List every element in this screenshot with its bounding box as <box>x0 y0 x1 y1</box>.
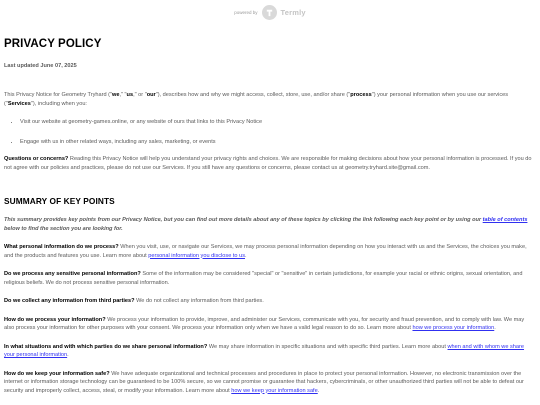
summary-heading: SUMMARY OF KEY POINTS <box>4 196 115 206</box>
key-point-question: How do we process your information? <box>4 316 106 323</box>
summary-intro: This summary provides key points from our Privacy Notice, but you can find out more details about any of these topics by clicking the link following each key point or by using our table of contents below to find the section you are looking for. <box>4 217 528 232</box>
key-point-paragraph: In what situations and with which parties do we share personal information? We may share information in specific situations and with specific third parties. Learn more about when and with whom we share your personal information. <box>4 343 524 358</box>
key-point-answer: We process your information to provide, improve, and administer our Services, communicate with you, for security and fraud prevention, and to comply with law. We may also process your information for other purposes with your consent. We process your information only when we have a valid legal reason to do so. Learn more about <box>4 316 525 331</box>
learn-more-link[interactable]: when and with whom we share your personal information <box>4 343 524 358</box>
key-point-paragraph: What personal information do we process? When you visit, use, or navigate our Services, we may process personal information depending on how you interact with us and the Services, the choices you make, and the products and features you use. Learn more about personal information you disclose to us. <box>4 244 527 259</box>
key-point-paragraph: How do we process your information? We process your information to provide, improve, and administer our Services, communicate with you, for security and fraud prevention, and to comply with law. We may also process your information for other purposes with your consent. We process your information only when we have a valid legal reason to do so. Learn more about how we process your information. <box>4 316 525 331</box>
last-updated-date: Last updated June 07, 2025 <box>4 63 77 69</box>
key-point-answer: We do not collect any information from third parties. <box>134 298 264 304</box>
key-point-paragraph: How do we keep your information safe? We have adequate organizational and technical processes and procedures in place to protect your personal information. However, no electronic transmission over the internet or information storage technology can be guaranteed to be 100% secure, so we cannot promise or guarantee that hackers, cybercriminals, or other unauthorized third parties will not be able to defeat our security and improperly collect, access, steal, or modify your information. Learn more about how we keep your information safe. <box>4 370 524 394</box>
key-point-answer: When you visit, use, or navigate our Services, we may process personal information depending on how you interact with us and the Services, the choices you make, and the products and features you use. Learn more about <box>4 244 527 259</box>
key-point-question: Do we process any sensitive personal information? <box>4 271 141 277</box>
table-of-contents-link[interactable]: table of contents <box>482 217 528 223</box>
termly-brand: Termly <box>280 7 306 17</box>
key-point-question: What personal information do we process? <box>4 244 119 250</box>
list-item: • Visit our website at geometry-games.online, or any website of ours that links to this Privacy Notice <box>20 118 536 127</box>
powered-by-label: powered by <box>234 9 258 15</box>
key-point-question: Do we collect any information from third parties? <box>4 298 135 304</box>
termly-logo-icon <box>262 5 277 20</box>
list-item: • Engage with us in other related ways, including any sales, marketing, or events <box>20 138 536 147</box>
key-point-paragraph <box>4 297 536 306</box>
page-title: PRIVACY POLICY <box>4 38 102 50</box>
termly-header <box>0 0 540 22</box>
key-point-paragraph <box>4 270 536 287</box>
services-bullet-list <box>4 118 536 146</box>
key-point-question: How do we keep your information safe? <box>4 370 110 377</box>
key-points-list <box>4 243 536 395</box>
questions-paragraph: Questions or concerns? Reading this Privacy Notice will help you understand your privacy rights and choices. We are responsible for making decisions about how your personal information is processed. If you do not agree with our policies and practices, please do not use our Services. If you still have any questions or concerns, please contact us at geometry.tryhard.site@gmail.com. <box>4 156 532 171</box>
key-point-question: In what situations and with which parties do we share personal information? <box>4 343 208 350</box>
learn-more-link[interactable]: how we keep your information safe <box>231 387 318 394</box>
privacy-policy-document <box>4 38 536 395</box>
learn-more-link[interactable]: how we process your information <box>412 325 495 331</box>
learn-more-link[interactable]: personal information you disclose to us <box>148 252 245 259</box>
key-point-answer: We may share information in specific situations and with specific third parties. Learn more about <box>207 343 448 350</box>
key-point-answer: Some of the information may be considered "special" or "sensitive" in certain jurisdictions, for example your racial or ethnic origins, sexual orientation, and religious beliefs. We do not process sensitive personal information. <box>4 271 523 286</box>
intro-paragraph: This Privacy Notice for Geometry Tryhard ("we," "us," or "our"), describes how and why we might access, collect, store, use, and/or share ("process") your personal information when you use our services ("Services"), including when you: <box>4 92 509 107</box>
key-point-answer: We have adequate organizational and technical processes and procedures in place to protect your personal information. However, no electronic transmission over the internet or information storage technology can be guaranteed to be 100% secure, so we cannot promise or guarantee that hackers, cybercriminals, or other unauthorized third parties will not be able to defeat our security and improperly collect, access, steal, or modify your information. Learn more about <box>4 370 524 394</box>
